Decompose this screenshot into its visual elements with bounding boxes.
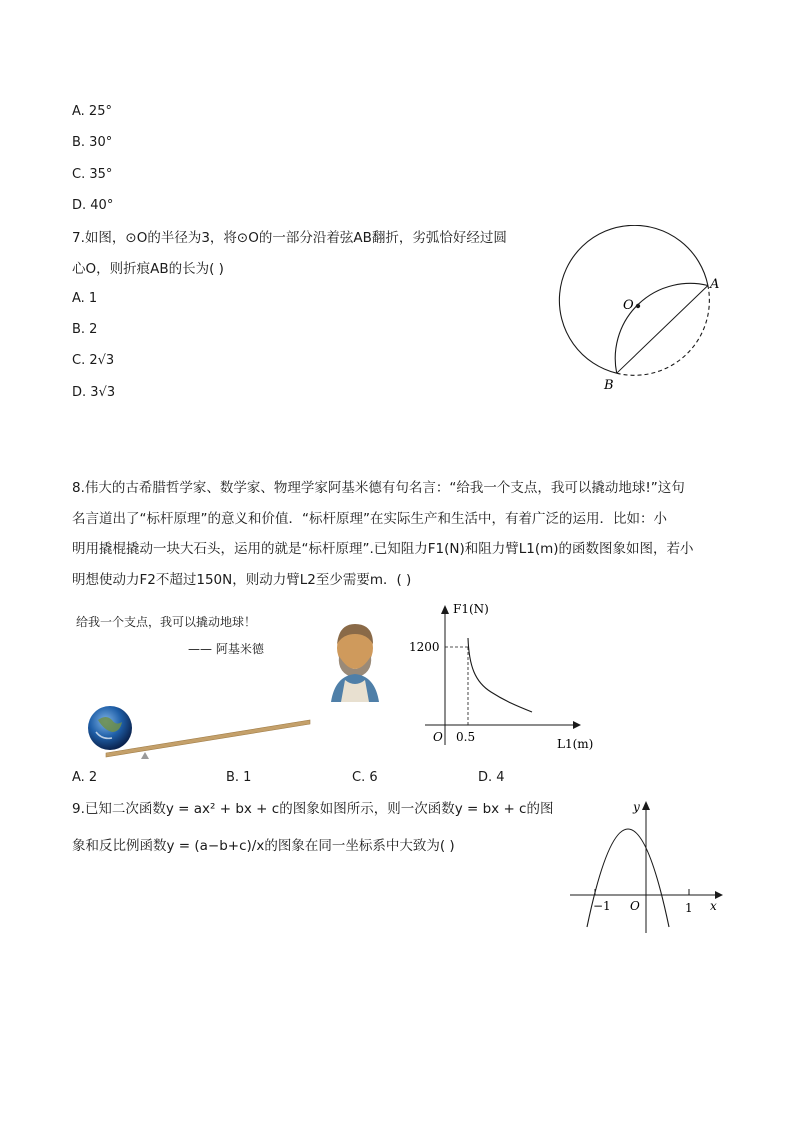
q9-origin: O [630, 899, 640, 913]
q8-option-d: D. 4 [478, 770, 505, 785]
q9-y-label: y [633, 800, 640, 814]
q9-x-label: x [710, 899, 717, 913]
q7-stem-line1: 7.如图，⊙O的半径为3，将⊙O的一部分沿着弦AB翻折，劣弧恰好经过圆 [72, 230, 507, 246]
q6-option-d: D. 40° [72, 198, 114, 213]
q7-option-d: D. 3√3 [72, 385, 116, 400]
q6-option-b: B. 30° [72, 135, 113, 150]
q7-option-b: B. 2 [72, 322, 98, 337]
q8-option-c: C. 6 [352, 770, 378, 785]
q7-stem-line2: 心O，则折痕AB的长为( ) [72, 261, 224, 277]
q8-y-label: F1(N) [453, 602, 489, 616]
q8-stem-line1: 8.伟大的古希腊哲学家、数学家、物理学家阿基米德有句名言：“给我一个支点，我可以撬动地球!”这句 [72, 480, 685, 496]
q8-stem-line4: 明想使动力F2不超过150N，则动力臂L2至少需要m．( ) [72, 572, 412, 588]
q8-quote: 给我一个支点，我可以撬动地球！ [76, 615, 257, 629]
q8-stem-line2: 名言道出了“标杆原理”的意义和价值．“标杆原理”在实际生产和生活中，有着广泛的运用．比如：小 [72, 511, 667, 527]
q8-quote-author: —— 阿基米德 [188, 642, 264, 656]
q8-x-tick: 0.5 [456, 730, 476, 744]
q7-label-b: B [604, 378, 614, 393]
q7-label-a: A [710, 277, 720, 292]
q8-x-label: L1(m) [557, 737, 594, 751]
archimedes-portrait [325, 622, 385, 702]
q8-inverse-graph [405, 600, 595, 760]
fulcrum-icon [141, 752, 149, 759]
q9-neg-tick: −1 [593, 899, 611, 913]
q7-option-c: C. 2√3 [72, 353, 115, 368]
q8-y-axis-arrow [441, 605, 449, 614]
q8-x-axis-arrow [573, 721, 581, 729]
q9-x-axis-arrow [715, 891, 723, 899]
q8-curve [468, 638, 532, 712]
q9-parabola-graph [565, 795, 735, 940]
q7-option-a: A. 1 [72, 291, 98, 306]
q8-origin: O [433, 730, 443, 744]
q7-folded-arc [615, 283, 708, 373]
q9-stem-line2: 象和反比例函数y = (a−b+c)/x的图象在同一坐标系中大致为( ) [72, 838, 455, 854]
q8-stem-line3: 明用撬棍撬动一块大石头，运用的就是“标杆原理”.已知阻力F1(N)和阻力臂L1(m)的函数图象如图，若小 [72, 541, 694, 557]
q9-pos-tick: 1 [685, 901, 693, 915]
lever-bar [106, 720, 310, 757]
q8-y-tick: 1200 [409, 640, 440, 654]
q9-y-axis-arrow [642, 801, 650, 810]
q9-stem-line1: 9.已知二次函数y = ax² + bx + c的图象如图所示，则一次函数y = bx + c的图 [72, 801, 554, 817]
q8-lever-illustration [80, 620, 320, 765]
q7-circle-figure [555, 225, 735, 400]
q8-option-b: B. 1 [226, 770, 252, 785]
q7-center-point [636, 304, 640, 308]
q6-option-a: A. 25° [72, 104, 112, 119]
q6-option-c: C. 35° [72, 167, 113, 182]
q7-label-o: O [623, 298, 634, 313]
q8-option-a: A. 2 [72, 770, 98, 785]
